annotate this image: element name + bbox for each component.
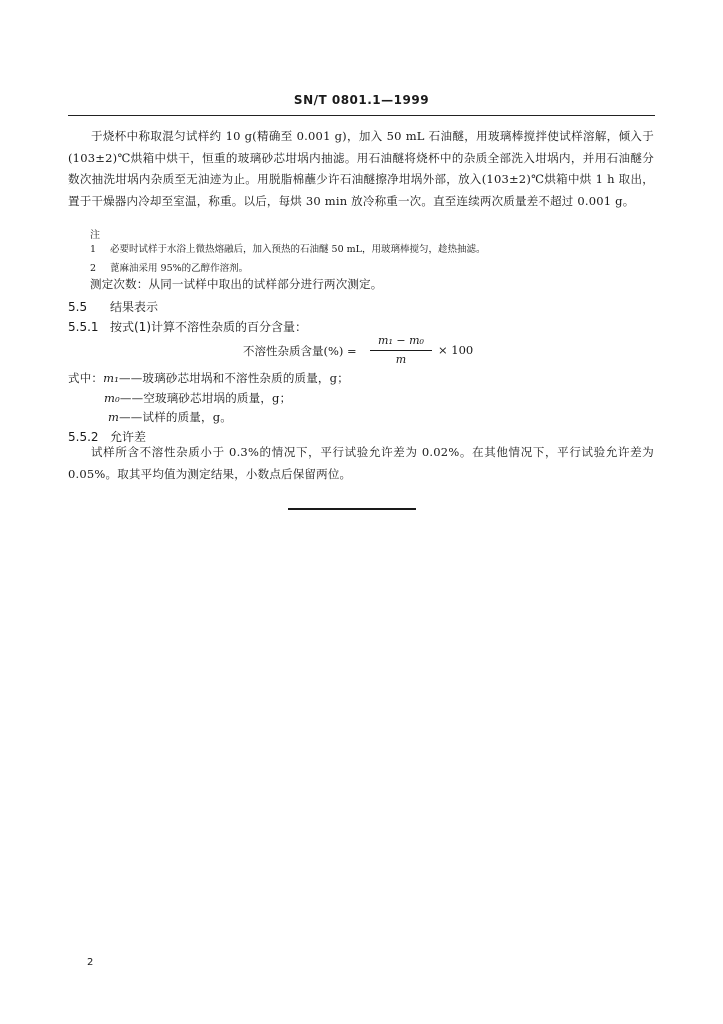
note-number: 1: [90, 244, 97, 255]
section-number: 5.5.1: [68, 320, 99, 334]
note-item: [90, 262, 650, 276]
section-number: 5.5: [68, 300, 88, 314]
tolerance-line: 许差为 0.05%。取其平均值为测定结果，小数点后保留两位。: [68, 445, 655, 481]
header-divider: [68, 115, 655, 116]
formula-fraction: [370, 334, 432, 367]
where-text: ——试样的质量，g。: [119, 410, 232, 424]
page-number: 2: [87, 957, 94, 968]
tolerance-paragraph: [68, 442, 654, 485]
formula-denominator: m: [395, 353, 407, 366]
tolerance-line: 试样所含不溶性杂质小于 0.3%的情况下，平行试验允许差为 0.02%。在其他情况下，平行试验允: [91, 445, 618, 459]
standard-code-header: SN/T 0801.1—1999: [293, 93, 430, 107]
procedure-line: 倾入于(103±2)℃烘箱中烘干，恒重的玻璃砂芯坩埚内抽滤。用石油醚将烧杯中的杂质全部洗入坩埚: [68, 129, 654, 165]
note-text: 必要时试样于水浴上微热熔融后，加入预热的石油醚 50 mL，用玻璃棒搅匀，趁热抽滤。: [110, 244, 486, 255]
where-item: [108, 409, 232, 425]
where-text: ——玻璃砂芯坩埚和不溶性杂质的质量，g；: [119, 371, 349, 385]
notes-heading: 注: [90, 230, 100, 241]
procedure-line: 内，并用石油醚分数次抽洗坩埚内杂质至无油迹为止。用脱脂棉蘸少许石油醚擦净坩埚外部，放入: [68, 150, 654, 186]
end-of-section-rule: [288, 508, 416, 510]
procedure-line: 于烧杯中称取混匀试样约 10 g(精确至 0.001 g)，加入 50 mL 石油醚，用玻璃棒搅拌使试样溶解，: [91, 129, 619, 143]
where-symbol: m₀: [104, 391, 120, 405]
procedure-line: (103±2)℃烘箱中烘 1 h 取出，置于干燥器内冷却至室温，称重。以后，每烘 30 min 放冷称重一次。直至: [68, 172, 654, 208]
section-5-5-1-heading: [68, 318, 307, 335]
procedure-line: 连续两次质量差不超过 0.001 g。: [456, 193, 635, 208]
formula-lhs: 不溶性杂质含量(%) =: [243, 344, 357, 358]
procedure-paragraph: [68, 126, 654, 212]
where-lead: 式中：: [68, 371, 104, 385]
where-text: ——空玻璃砂芯坩埚的质量，g；: [119, 391, 292, 405]
formula-rhs: × 100: [438, 343, 474, 357]
section-5-5-heading: [68, 298, 158, 315]
where-item: [104, 390, 291, 406]
section-number: 5.5.2: [68, 430, 99, 444]
where-item: [68, 370, 349, 386]
section-title: 允许差: [110, 430, 147, 444]
note-text: 蓖麻油采用 95%的乙醇作溶剂。: [110, 263, 249, 274]
section-text: 按式(1)计算不溶性杂质的百分含量：: [110, 320, 307, 334]
measurement-count-line: 测定次数：从同一试样中取出的试样部分进行两次测定。: [90, 277, 383, 291]
formula-numerator: m₁ − m₀: [378, 334, 424, 347]
where-symbol: m₁: [103, 371, 120, 385]
where-symbol: m: [108, 410, 120, 424]
note-item: [90, 243, 650, 257]
fraction-bar: [370, 350, 432, 351]
section-title: 结果表示: [110, 300, 159, 314]
note-number: 2: [90, 263, 97, 274]
